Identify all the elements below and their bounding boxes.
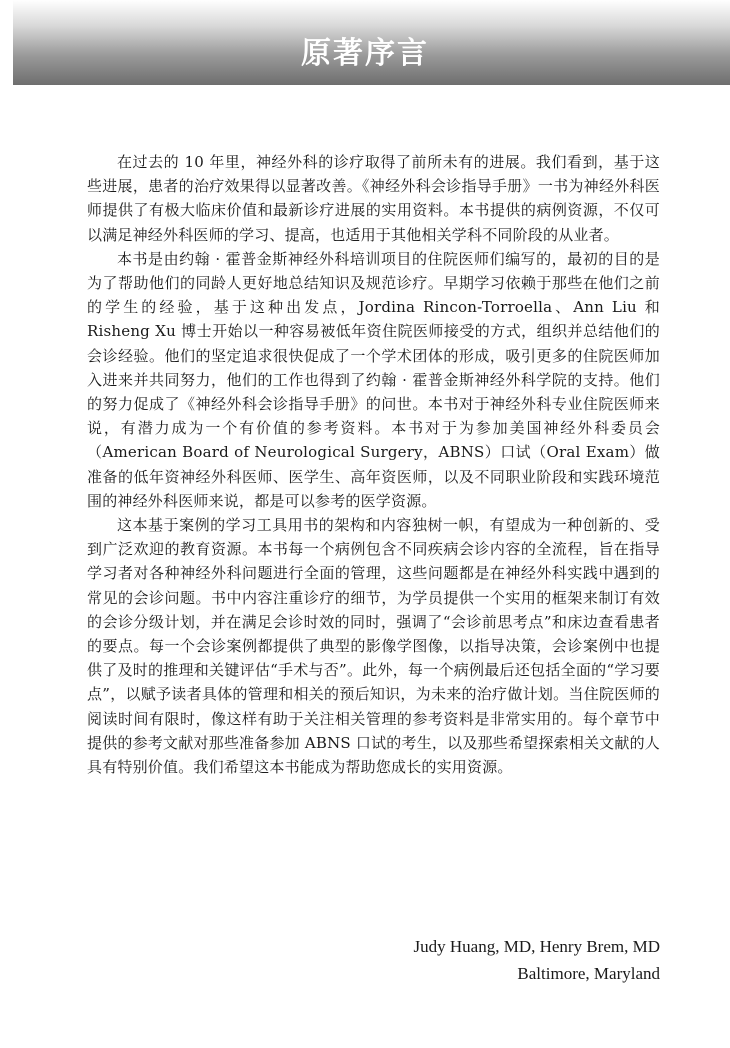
- signature-block: [414, 933, 660, 987]
- paragraph-3: 这本基于案例的学习工具用书的架构和内容独树一帜，有望成为一种创新的、受到广泛欢迎的教育资源。本书每一个病例包含不同疾病会诊内容的全流程，旨在指导学习者对各种神经外科问题进行全面的管理，这些问题都是在神经外科实践中遇到的常见的会诊问题。书中内容注重诊疗的细节，为学员提供一个实用的框架来制订有效的会诊分级计划，并在满足会诊时效的同时，强调了“会诊前思考点”和床边查看患者的要点。每一个会诊案例都提供了典型的影像学图像，以指导决策，会诊案例中也提供了及时的推理和关键评估“手术与否”。此外，每一个病例最后还包括全面的“学习要点”，以赋予读者具体的管理和相关的预后知识，为未来的治疗做计划。当住院医师的阅读时间有限时，像这样有助于关注相关管理的参考资料是非常实用的。每个章节中提供的参考文献对那些准备参加 ABNS 口试的考生，以及那些希望探索相关文献的人具有特别价值。我们希望这本书能成为帮助您成长的实用资源。: [87, 516, 660, 777]
- preface-body: [87, 150, 660, 779]
- signature-authors: Judy Huang, MD, Henry Brem, MD: [413, 937, 660, 956]
- paragraph-1: 在过去的 10 年里，神经外科的诊疗取得了前所未有的进展。我们看到，基于这些进展，患者的治疗效果得以显著改善。《神经外科会诊指导手册》一书为神经外科医师提供了有极大临床价值和最新诊疗进展的实用资料。本书提供的病例资源，不仅可以满足神经外科医师的学习、提高，也适用于其他相关学科不同阶段的从业者。: [87, 153, 660, 244]
- signature-location: Baltimore, Maryland: [517, 964, 660, 983]
- page-title: 原著序言: [301, 36, 429, 71]
- paragraph-2: 本书是由约翰 · 霍普金斯神经外科培训项目的住院医师们编写的，最初的目的是为了帮助他们的同龄人更好地总结知识及规范诊疗。早期学习依赖于那些在他们之前的学生的经验，基于这种出发点，Jordina Rincon-Torroella、Ann Liu 和 Risheng Xu 博士开始以一种容易被低年资住院医师接受的方式，组织并总结他们的会诊经验。他们的坚定追求很快促成了一个学术团体的形成，吸引更多的住院医师加入进来并共同努力，他们的工作也得到了约翰 · 霍普金斯神经外科学院的支持。他们的努力促成了《神经外科会诊指导手册》的问世。本书对于神经外科专业住院医师来说，有潜力成为一个有价值的参考资料。本书对于为参加美国神经外科委员会（American Board of Neurological Surgery，ABNS）口试（Oral Exam）做准备的低年资神经外科医师、医学生、高年资医师，以及不同职业阶段和实践环境范围的神经外科医师来说，都是可以参考的医学资源。: [87, 249, 660, 510]
